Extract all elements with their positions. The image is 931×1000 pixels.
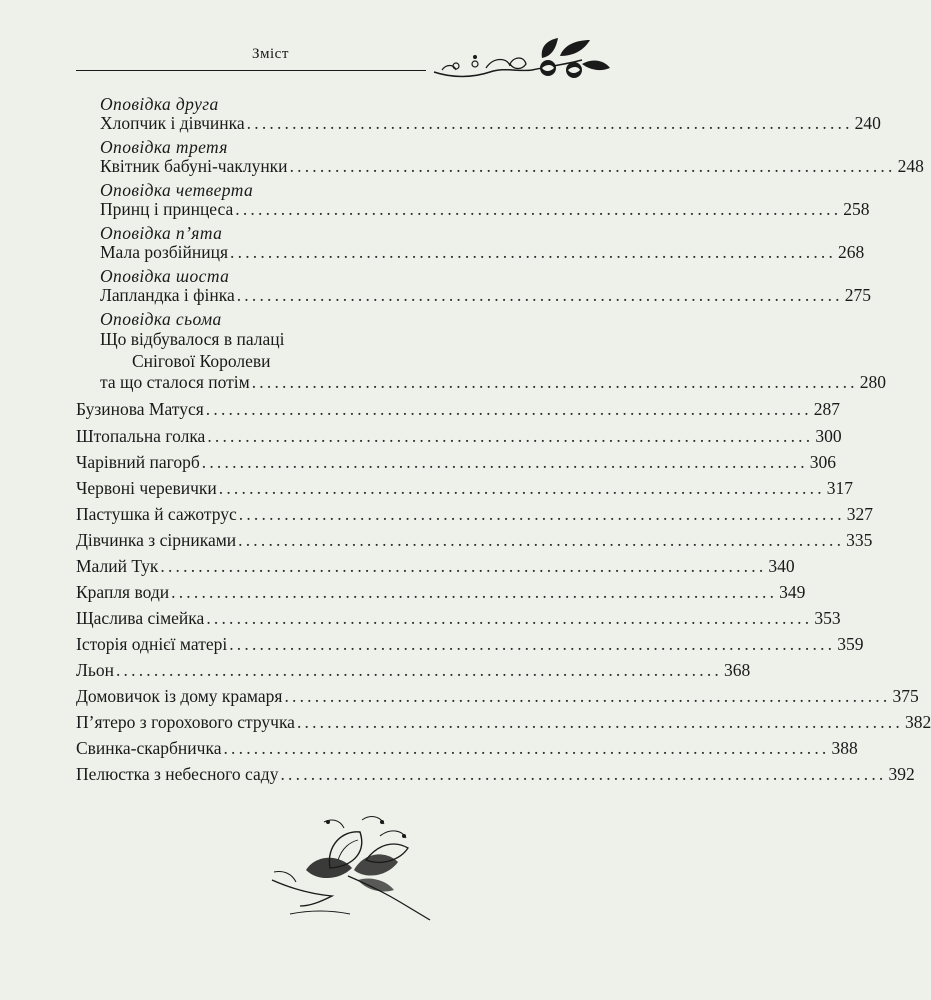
- entry-title: Хлопчик і дівчинка: [100, 113, 245, 133]
- entry-title: Дівчинка з сірниками: [76, 530, 237, 550]
- dot-leader: ................................................................................: [296, 712, 903, 732]
- dot-leader: ................................................................................: [218, 478, 825, 498]
- dot-leader: ................................................................................: [280, 764, 887, 784]
- toc-entry[interactable]: [76, 711, 931, 733]
- toc-entry[interactable]: [76, 633, 864, 655]
- page-number: 368: [723, 660, 751, 680]
- entry-title: Лапландка і фінка: [100, 285, 235, 305]
- toc-entry[interactable]: [100, 112, 881, 134]
- entry-title: Квітник бабуні-чаклунки: [100, 156, 288, 176]
- toc-entry[interactable]: [76, 477, 854, 499]
- toc-entry[interactable]: [76, 503, 874, 525]
- toc-entry[interactable]: [76, 659, 751, 681]
- page-number: 287: [813, 399, 841, 419]
- dot-leader: ................................................................................: [230, 242, 837, 262]
- dot-leader: ................................................................................: [229, 634, 836, 654]
- part-label: Оповідка шоста: [100, 266, 230, 286]
- entry-title: Малий Тук: [76, 556, 159, 576]
- toc-entry[interactable]: [76, 451, 837, 473]
- page-number: 248: [897, 156, 924, 176]
- dot-leader: ................................................................................: [160, 556, 767, 576]
- toc-entry[interactable]: [76, 398, 841, 420]
- dot-leader: ................................................................................: [236, 285, 843, 305]
- page-number: 375: [892, 686, 919, 706]
- entry-title: Пелюстка з небесного саду: [76, 764, 279, 784]
- toc-entry[interactable]: [100, 241, 865, 263]
- dot-leader: ................................................................................: [206, 608, 813, 628]
- rose-vine-icon: [432, 34, 612, 84]
- toc-entry[interactable]: [100, 284, 871, 306]
- toc-entry[interactable]: [100, 371, 886, 393]
- toc-entry[interactable]: [76, 763, 915, 785]
- page-number: 353: [814, 608, 841, 628]
- dot-leader: ................................................................................: [201, 452, 808, 472]
- toc-entry[interactable]: [76, 607, 841, 629]
- entry-title: Льон: [76, 660, 114, 680]
- page-number: 300: [815, 426, 842, 446]
- toc-entry[interactable]: [100, 155, 924, 177]
- page-number: 306: [809, 452, 837, 472]
- entry-title: Штопальна голка: [76, 426, 206, 446]
- entry-title: та що сталося потім: [100, 372, 250, 392]
- dot-leader: ................................................................................: [251, 372, 858, 392]
- entry-title: Бузинова Матуся: [76, 399, 204, 419]
- page-number: 327: [846, 504, 874, 524]
- entry-title: Чарівний пагорб: [76, 452, 200, 472]
- entry-title: Крапля води: [76, 582, 170, 602]
- page-number: 335: [846, 530, 873, 550]
- page-number: 359: [837, 634, 864, 654]
- part-label: Оповідка п’ята: [100, 223, 223, 243]
- entry-title: Історія однієї матері: [76, 634, 228, 654]
- part-label: Оповідка сьома: [100, 309, 222, 329]
- dot-leader: ................................................................................: [289, 156, 896, 176]
- part-label: Оповідка четверта: [100, 180, 254, 200]
- page-number: 280: [859, 372, 886, 392]
- page-number: 258: [843, 199, 870, 219]
- page-number: 340: [768, 556, 795, 576]
- entry-title: Щаслива сімейка: [76, 608, 205, 628]
- entry-title: Мала розбійниця: [100, 242, 229, 262]
- dot-leader: ................................................................................: [205, 399, 812, 419]
- dot-leader: ................................................................................: [115, 660, 722, 680]
- entry-title: Домовичок із дому крамаря: [76, 686, 283, 706]
- toc-entry[interactable]: [76, 737, 858, 759]
- toc-entry[interactable]: [76, 555, 795, 577]
- entry-title: Пастушка й сажотрус: [76, 504, 237, 524]
- page-number: 392: [888, 764, 915, 784]
- toc-entry[interactable]: [100, 198, 870, 220]
- flower-illustration-icon: [270, 810, 435, 925]
- page-number: 382: [904, 712, 931, 732]
- dot-leader: ................................................................................: [171, 582, 778, 602]
- toc-entry[interactable]: [76, 425, 842, 447]
- entry-title: П’ятеро з горохового стручка: [76, 712, 295, 732]
- dot-leader: ................................................................................: [238, 530, 845, 550]
- dot-leader: ................................................................................: [235, 199, 842, 219]
- entry-title: Свинка-скарбничка: [76, 738, 222, 758]
- entry-title-line: Що відбувалося в палаці: [100, 329, 285, 349]
- page-number: 240: [854, 113, 881, 133]
- dot-leader: ................................................................................: [284, 686, 891, 706]
- toc-entry[interactable]: [76, 581, 806, 603]
- entry-title: Принц і принцеса: [100, 199, 234, 219]
- part-label: Оповідка третя: [100, 137, 228, 157]
- entry-title-line: Снігової Королеви: [132, 351, 271, 371]
- dot-leader: ................................................................................: [223, 738, 830, 758]
- page-number: 268: [838, 242, 865, 262]
- part-label: Оповідка друга: [100, 94, 219, 114]
- page-number: 275: [844, 285, 871, 305]
- entry-title: Червоні черевички: [76, 478, 217, 498]
- toc-entry[interactable]: [76, 685, 919, 707]
- toc-entry[interactable]: [76, 529, 873, 551]
- dot-leader: ................................................................................: [207, 426, 814, 446]
- page-number: 388: [831, 738, 858, 758]
- page-number: 317: [826, 478, 854, 498]
- dot-leader: ................................................................................: [246, 113, 853, 133]
- dot-leader: ................................................................................: [238, 504, 845, 524]
- header-rule: [76, 70, 426, 71]
- page-number: 349: [779, 582, 806, 602]
- page-title: Зміст: [252, 46, 289, 62]
